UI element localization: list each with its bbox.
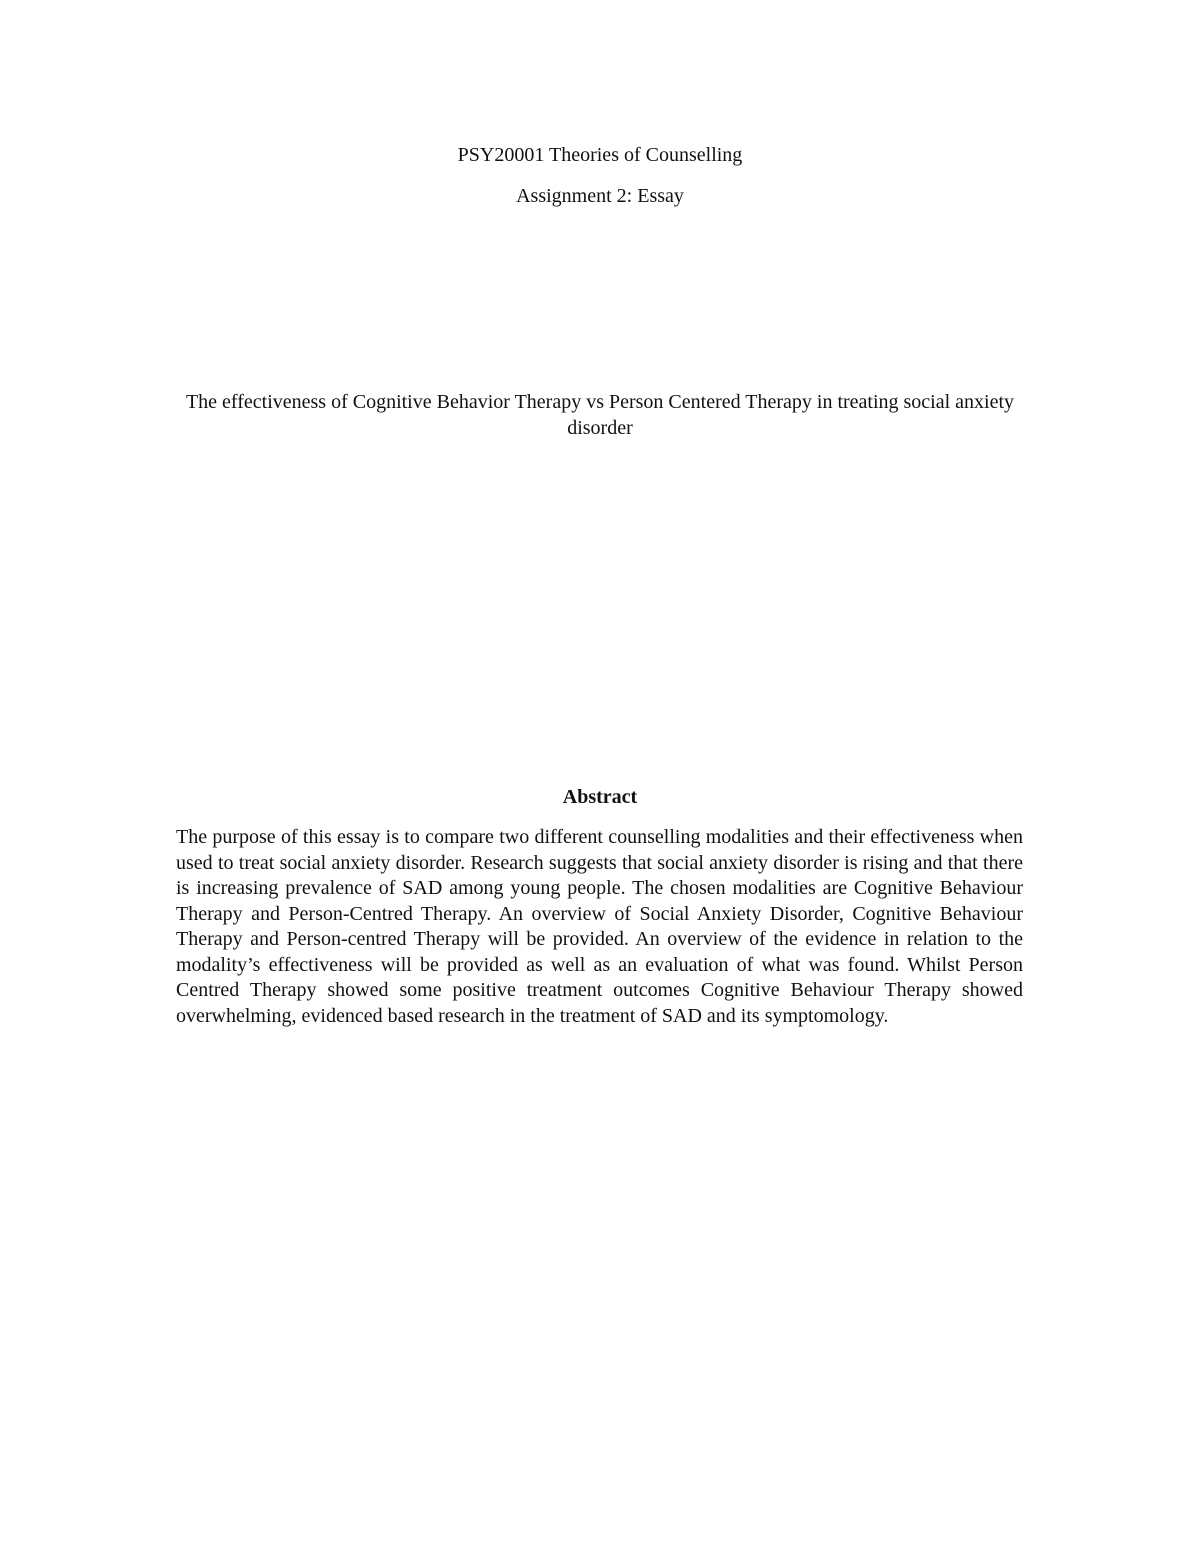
abstract-body: The purpose of this essay is to compare two different counselling modalities and their effectiveness when used to treat social anxiety disorder. Research suggests that social anxiety disorder is rising and that there is increasing prevalence of SAD among young people. The chosen modalities are Cognitive Behaviour Therapy and Person-Centred Therapy. An overview of Social Anxiety Disorder, Cognitive Behaviour Therapy and Person-centred Therapy will be provided. An overview of the evidence in relation to the modality’s effectiveness will be provided as well as an evaluation of what was found. Whilst Person Centred Therapy showed some positive treatment outcomes Cognitive Behaviour Therapy showed overwhelming, evidenced based research in the treatment of SAD and its symptomology. — [176, 826, 1023, 1027]
abstract-heading: Abstract — [562, 786, 638, 808]
assignment-title: Assignment 2: Essay — [516, 185, 684, 207]
course-title: PSY20001 Theories of Counselling — [457, 144, 743, 166]
essay-title: The effectiveness of Cognitive Behavior Therapy vs Person Centered Therapy in treating social anxiety disorder — [185, 391, 1015, 439]
